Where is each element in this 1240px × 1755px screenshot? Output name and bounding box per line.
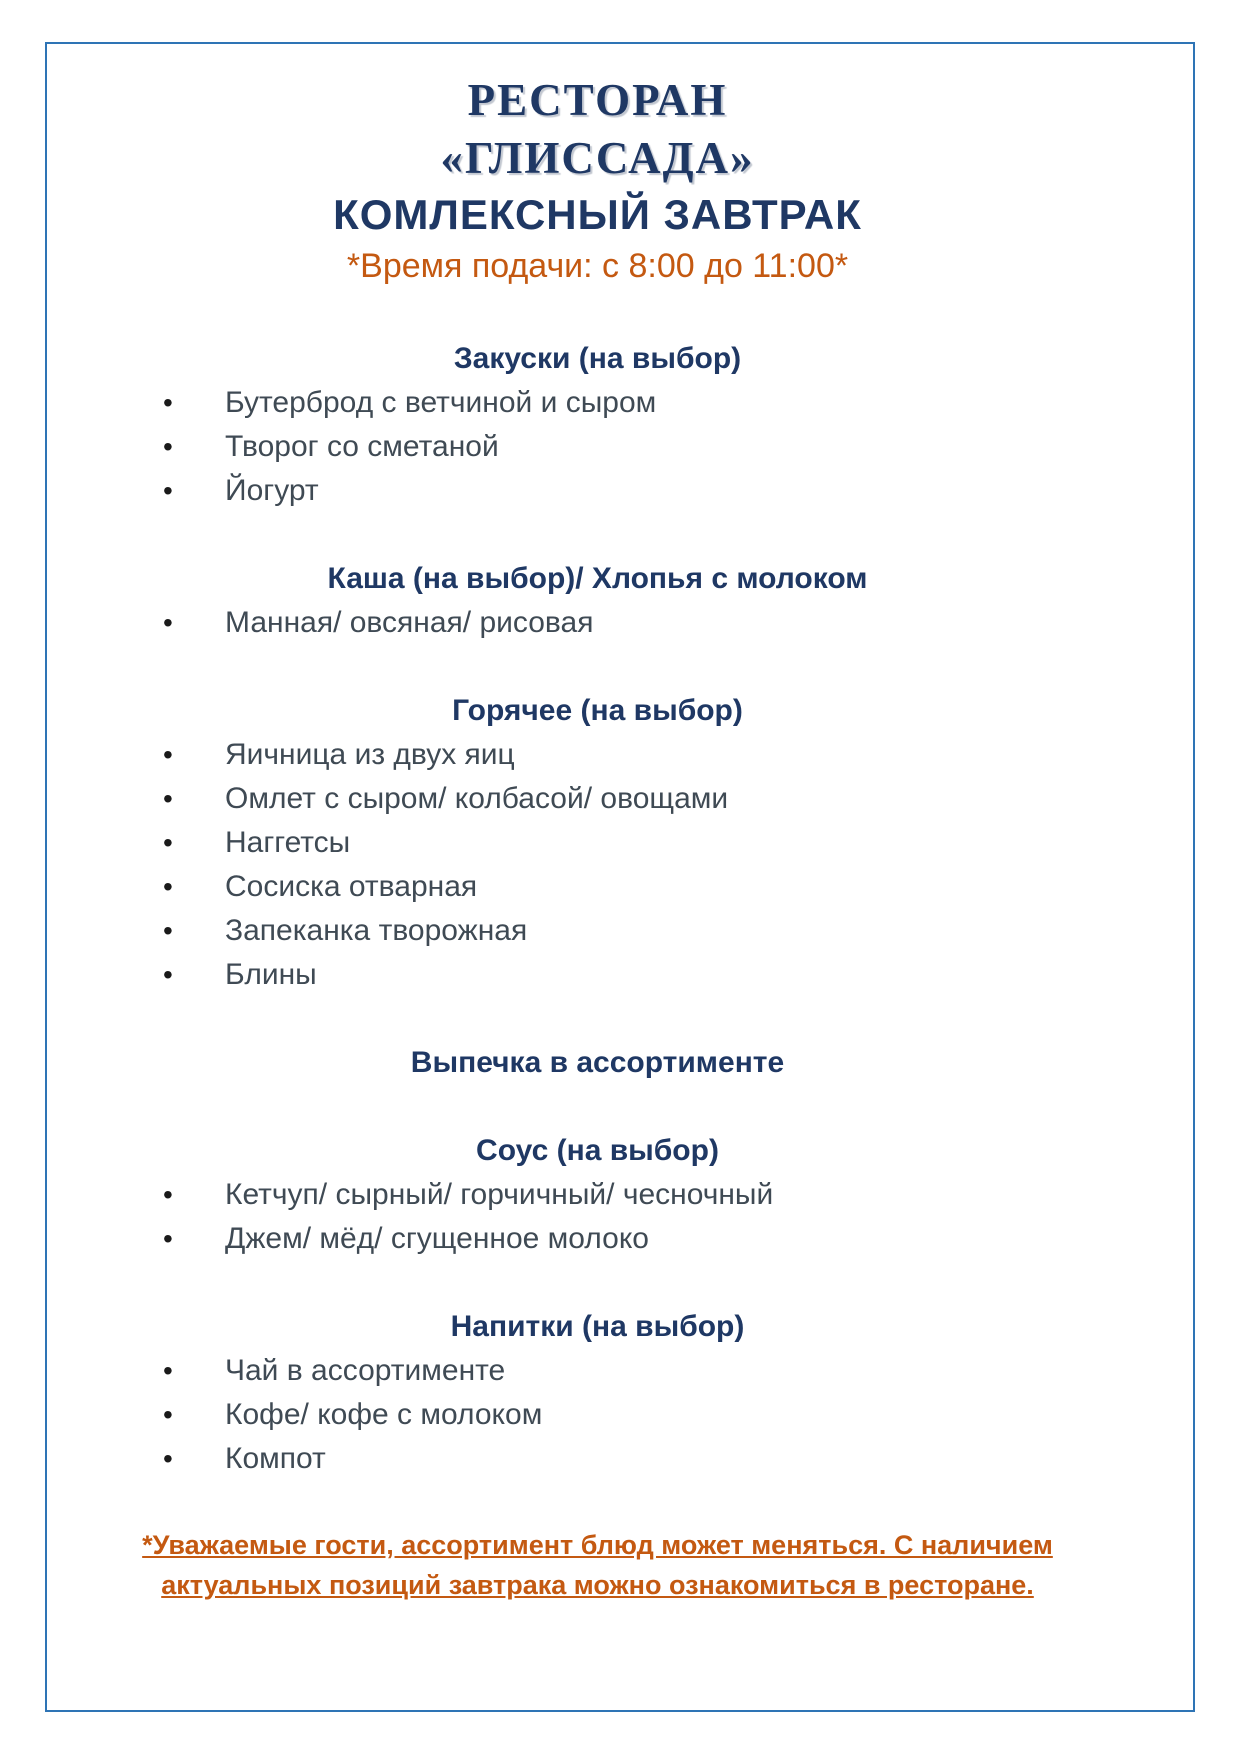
menu-item: • Омлет с сыром/ колбасой/ овощами [47, 777, 1148, 821]
menu-item: • Кофе/ кофе с молоком [47, 1393, 1148, 1437]
menu-title: КОМЛЕКСНЫЙ ЗАВТРАК [333, 191, 862, 239]
section-heading: Соус (на выбор) [476, 1133, 719, 1167]
menu-item: • Манная/ овсяная/ рисовая [47, 601, 1148, 645]
section-heading: Выпечка в ассортименте [410, 1045, 785, 1079]
restaurant-name: РЕСТОРАН [467, 75, 728, 125]
menu-item: • Запеканка творожная [47, 909, 1148, 953]
section-item-list [47, 733, 1148, 997]
restaurant-name-quoted: «ГЛИССАДА» [440, 132, 755, 183]
menu-section [47, 689, 1148, 997]
menu-item: • Кетчуп/ сырный/ горчичный/ чесночный [47, 1173, 1148, 1217]
page-border [45, 42, 1195, 1712]
section-item-list [47, 1349, 1148, 1481]
menu-item: • Чай в ассортименте [47, 1349, 1148, 1393]
menu-item: • Наггетсы [47, 821, 1148, 865]
menu-item: • Бутерброд с ветчиной и сыром [47, 381, 1148, 425]
menu-item: • Джем/ мёд/ сгущенное молоко [47, 1217, 1148, 1261]
menu-section [47, 1129, 1148, 1261]
section-heading: Горячее (на выбор) [452, 693, 743, 727]
serving-time-note: *Время подачи: с 8:00 до 11:00* [346, 247, 849, 286]
menu-section [47, 337, 1148, 513]
section-item-list [47, 601, 1148, 645]
footer-note [47, 1525, 1148, 1605]
menu-section [47, 1305, 1148, 1481]
section-item-list [47, 1173, 1148, 1261]
menu-sections [47, 337, 1148, 1481]
section-item-list [47, 381, 1148, 513]
menu-item: • Творог со сметаной [47, 425, 1148, 469]
menu-item: • Блины [47, 953, 1148, 997]
section-heading: Напитки (на выбор) [450, 1309, 745, 1343]
menu-item: • Сосиска отварная [47, 865, 1148, 909]
menu-section [47, 557, 1148, 645]
section-heading: Закуски (на выбор) [453, 341, 742, 375]
menu-section [47, 1041, 1148, 1085]
footer-note-line1: *Уважаемые гости, ассортимент блюд может меняться. С наличием [142, 1529, 1053, 1560]
footer-note-line2: актуальных позиций завтрака можно ознакомиться в ресторане. [161, 1569, 1034, 1600]
menu-item: • Компот [47, 1437, 1148, 1481]
menu-item: • Йогурт [47, 469, 1148, 513]
menu-item: • Яичница из двух яиц [47, 733, 1148, 777]
section-heading: Каша (на выбор)/ Хлопья с молоком [327, 561, 868, 595]
